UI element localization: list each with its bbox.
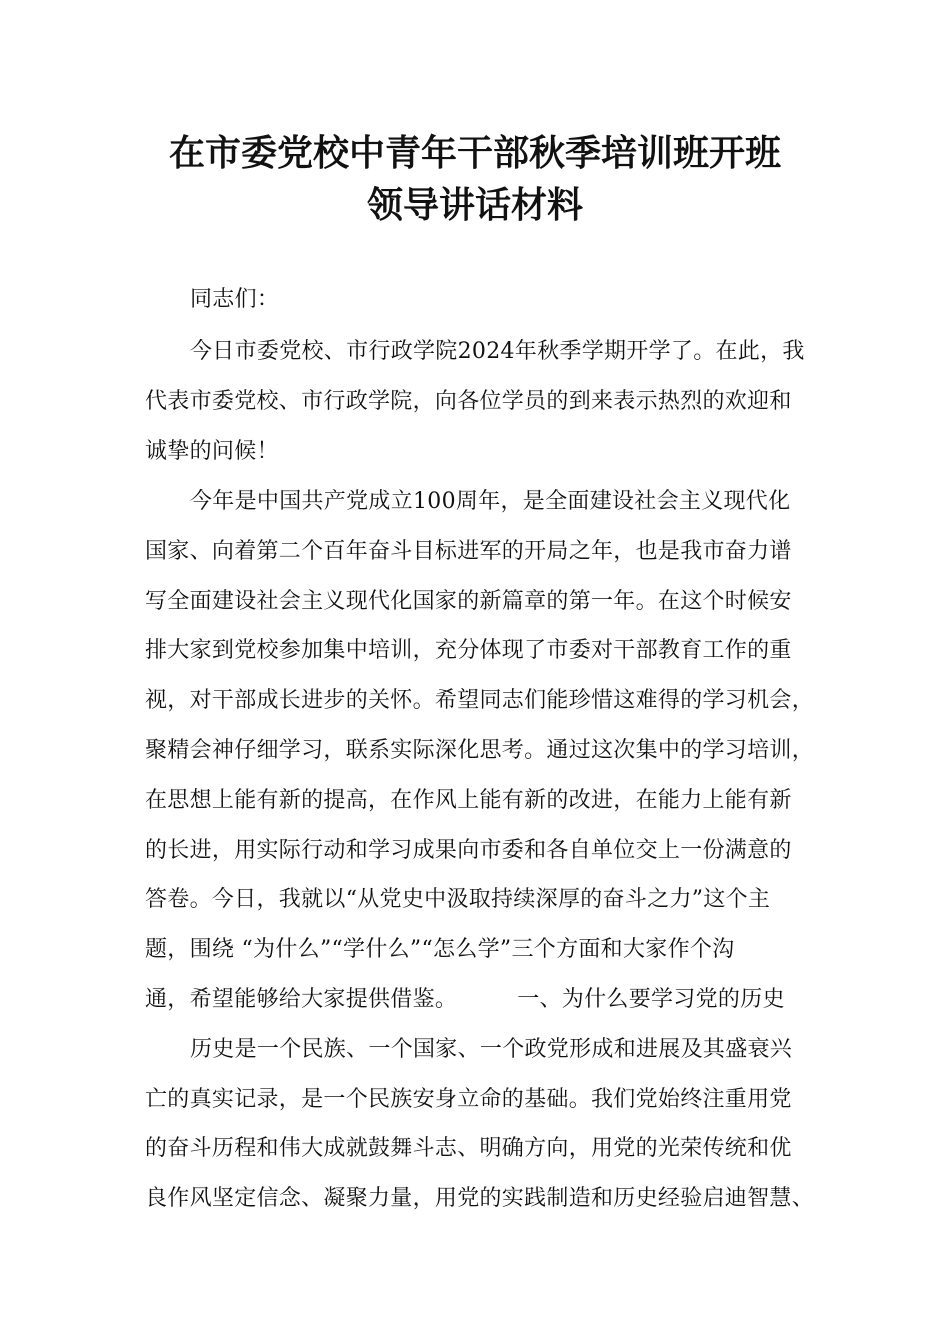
paragraph-2-line-8: 的长进，用实际行动和学习成果向市委和各自单位交上一份满意的: [145, 838, 792, 863]
paragraph-3-line-3: 的奋斗历程和伟大成就鼓舞斗志、明确方向，用党的光荣传统和优: [145, 1136, 792, 1161]
salutation: 同志们：: [190, 287, 280, 312]
paragraph-2-line-5: 视，对干部成长进步的关怀。希望同志们能珍惜这难得的学习机会，: [145, 688, 815, 713]
paragraph-2-line-11: [145, 985, 825, 1015]
paragraph-2-line-10: 题，围绕 “为什么”“学什么”“怎么学”三个方面和大家作个沟: [145, 937, 735, 962]
paragraph-3-line-1: 历史是一个民族、一个国家、一个政党形成和进展及其盛衰兴: [190, 1037, 793, 1062]
paragraph-2-line-6: 聚精会神仔细学习，联系实际深化思考。通过这次集中的学习培训，: [145, 738, 815, 763]
paragraph-1-line-2: 代表市委党校、市行政学院，向各位学员的到来表示热烈的欢迎和: [145, 389, 792, 414]
document-title-line-1: 在市委党校中青年干部秋季培训班开班: [168, 133, 781, 174]
paragraph-2-line-1: 今年是中国共产党成立100周年，是全面建设社会主义现代化: [190, 489, 791, 514]
paragraph-2-line-7: 在思想上能有新的提高，在作风上能有新的改进，在能力上能有新: [145, 788, 792, 813]
paragraph-3-line-4: 良作风坚定信念、凝聚力量，用党的实践制造和历史经验启迪智慧、: [145, 1186, 815, 1211]
paragraph-3-line-2: 亡的真实记录，是一个民族安身立命的基础。我们党始终注重用党: [145, 1087, 792, 1112]
paragraph-1-line-3: 诚挚的问候！: [145, 439, 279, 464]
paragraph-2-closing-text: 通，希望能够给大家提供借鉴。: [145, 987, 458, 1012]
paragraph-2-line-9: 答卷。今日，我就以“从党史中汲取持续深厚的奋斗之力”这个主: [145, 887, 771, 912]
section-1-heading: 一、为什么要学习党的历史: [517, 987, 785, 1012]
paragraph-2-line-4: 排大家到党校参加集中培训，充分体现了市委对干部教育工作的重: [145, 638, 792, 663]
document-title-line-2: 领导讲话材料: [366, 185, 583, 226]
paragraph-2-line-2: 国家、向着第二个百年奋斗目标进军的开局之年，也是我市奋力谱: [145, 539, 792, 564]
paragraph-1-line-1: 今日市委党校、市行政学院2024年秋季学期开学了。在此，我: [190, 339, 805, 364]
paragraph-2-line-3: 写全面建设社会主义现代化国家的新篇章的第一年。在这个时候安: [145, 589, 792, 614]
